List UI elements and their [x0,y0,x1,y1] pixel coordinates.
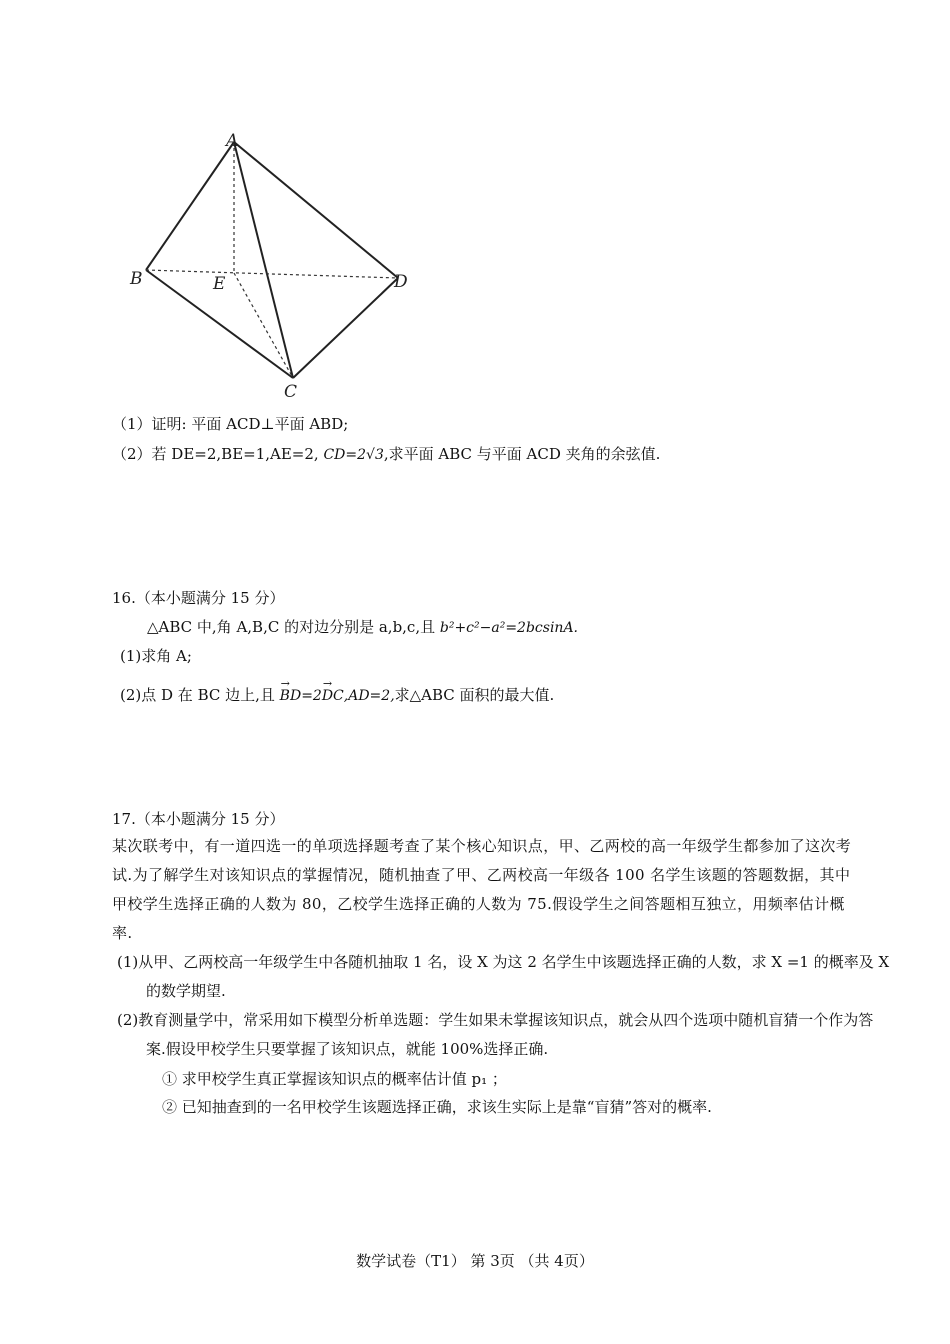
page-footer: 数学试卷（T1） 第 3页 （共 4页） [356,1252,594,1270]
q15-part2-prefix: （2）若 DE=2,BE=1,AE=2, [112,445,324,463]
q17-header: 17.（本小题满分 15 分） [112,810,285,828]
q17-sub1: ① 求甲校学生真正掌握该知识点的概率估计值 p₁ ； [162,1070,507,1088]
q17-sub2: ② 已知抽查到的一名甲校学生该题选择正确，求该生实际上是靠“盲猜”答对的概率. [162,1098,712,1116]
q16-eq-mid: =2 [301,688,322,704]
vector-bd: → BD [280,686,302,706]
segment-ec-hidden [234,273,293,378]
q16-header: 16.（本小题满分 15 分） [112,589,285,607]
q16-part2-prefix: (2)点 D 在 BC 边上,且 [120,686,280,704]
tetrahedron-figure [118,128,428,403]
edge-ab [146,142,234,270]
tetrahedron-diagram [118,128,428,403]
q16-stem-prefix: △ABC 中,角 A,B,C 的对边分别是 a,b,c,且 [147,618,440,636]
label-c: C [284,382,298,402]
q16-part2 [120,685,554,706]
edge-bd-hidden [146,270,398,278]
q15-part2-suffix: ,求平面 ABC 与平面 ACD 夹角的余弦值. [383,445,661,463]
q16-part2-math-tail: ,AD=2, [343,688,395,704]
q17-stem: 某次联考中，有一道四选一的单项选择题考查了某个核心知识点，甲、乙两校的高一年级学生都参加了这次考试.为了解学生对该知识点的掌握情况，随机抽查了甲、乙两校高一年级各 100 名学生该题的答题数据，其中甲校学生选择正确的人数为 80，乙校学生选择正确的人数为 75.假设学生之间答题相互独立，用频率估计概率. [112,837,852,942]
q15-part1: （1）证明: 平面 ACD⊥平面 ABD; [112,415,349,433]
q15-part2 [112,444,660,465]
edge-ad [234,142,398,278]
label-a: A [226,131,239,151]
vector-dc: → DC [322,686,344,706]
label-d: D [394,272,408,292]
label-b: B [130,269,143,289]
q15-part2-math: CD=2√3 [323,447,384,463]
q17-part1: (1)从甲、乙两校高一年级学生中各随机抽取 1 名，设 X 为这 2 名学生中该题选择正确的人数，求 X =1 的概率及 X 的数学期望. [117,953,890,1000]
edge-ac [234,142,293,378]
label-e: E [213,274,226,294]
q16-stem [147,617,578,638]
q16-part1: (1)求角 A; [120,647,192,665]
q16-stem-math: b²+c²−a²=2bcsinA. [439,620,579,636]
q16-part2-suffix: 求△ABC 面积的最大值. [394,686,555,704]
q17-part2: (2)教育测量学中，常采用如下模型分析单选题：学生如果未掌握该知识点，就会从四个选项中随机盲猜一个作为答案.假设甲校学生只要掌握了该知识点，就能 100%选择正确. [117,1011,874,1058]
edge-dc [293,278,398,378]
